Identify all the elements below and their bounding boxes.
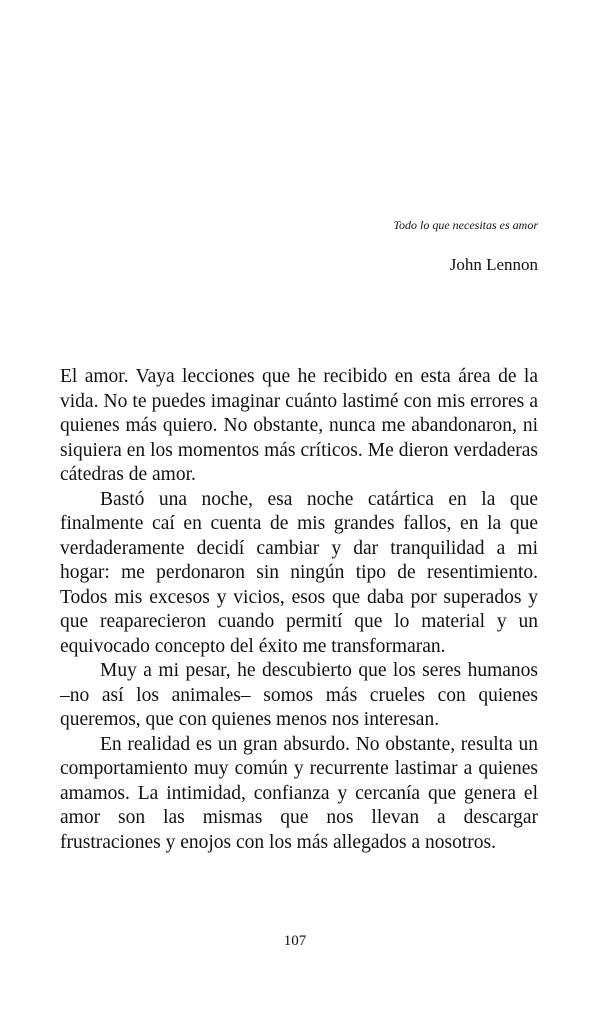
page-number: 107 xyxy=(283,933,307,949)
paragraph-1: El amor. Vaya lecciones que he recibido en esta área de la vida. No te puedes imaginar cuánto lastimé con mis errores a quienes más quiero. No obstante, nunca me abandonaron, ni siquiera en los momentos más críticos. Me dieron verdaderas cátedras de amor. xyxy=(60,366,538,485)
epigraph-author: John Lennon xyxy=(449,255,538,274)
epigraph-quote: Todo lo que necesitas es amor xyxy=(393,218,538,232)
body-text xyxy=(60,365,538,855)
paragraph-2: Bastó una noche, esa noche catártica en la que finalmente caí en cuenta de mis grandes fallos, en la que verdaderamente decidí cambiar y dar tranquilidad a mi hogar: me perdonaron sin ningún tipo de resentimiento. Todos mis excesos y vicios, esos que daba por superados y que reaparecieron cuando permití que lo material y un equivocado concepto del éxito me transformaran. xyxy=(60,488,538,657)
paragraph-4: En realidad es un gran absurdo. No obstante, resulta un comportamiento muy común y recurrente lastimar a quienes amamos. La intimidad, confianza y cercanía que genera el amor son las mismas que nos llevan a descargar frustraciones y enojos con los más allegados a nosotros. xyxy=(60,733,538,853)
paragraph-3: Muy a mi pesar, he descubierto que los seres humanos –no así los animales– somos más crueles con quienes queremos, que con quienes menos nos interesan. xyxy=(60,660,538,730)
